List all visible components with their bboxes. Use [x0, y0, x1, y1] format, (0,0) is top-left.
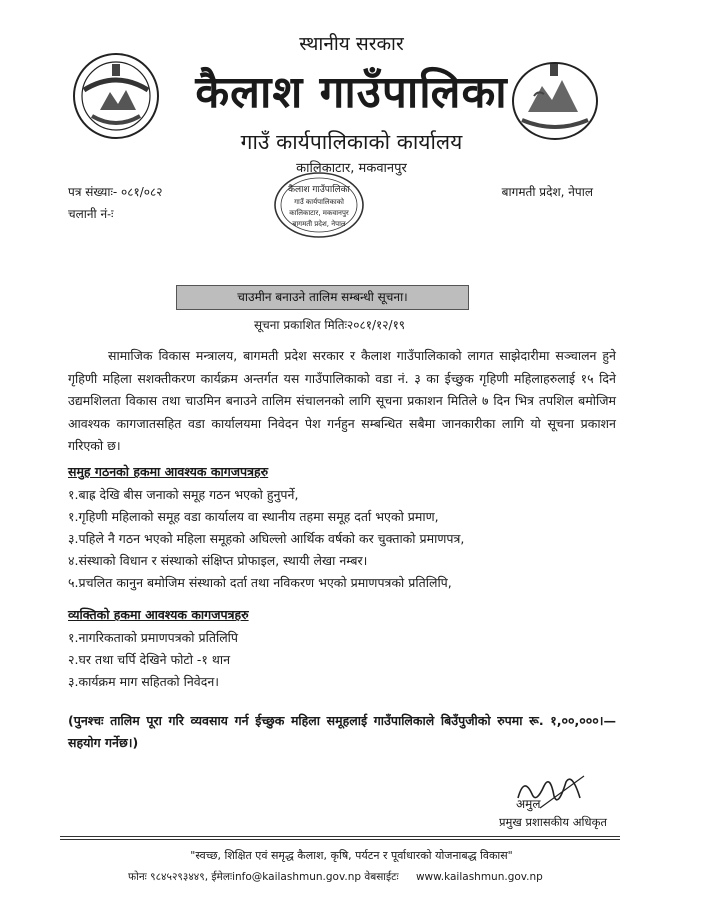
stamp-line-4: बागमती प्रदेश, नेपाल	[292, 220, 346, 228]
list-item: १.बाह्र देखि बीस जनाको समूह गठन भएको हुनुपर्ने,	[68, 487, 299, 502]
website-address: www.kailashmun.gov.np	[415, 871, 543, 883]
phone-label: फोनः	[128, 871, 147, 883]
list-item: २.घर तथा चर्पि देखिने फोटो -१ थान	[68, 652, 231, 667]
notice-title: चाउमीन बनाउने तालिम सम्बन्धी सूचना।	[176, 285, 469, 310]
footer-contact	[128, 870, 543, 884]
province-country: बागमती प्रदेश, नेपाल	[501, 185, 593, 199]
postscript-note: (पुनश्चः तालिम पूरा गरि व्यवसाय गर्न ईच्छुक महिला समूहलाई गाउँपालिकाले बिउँपुजीको रुपमा रू. १,००,०००।— सहयोग गर्नेछ।)	[68, 713, 616, 750]
signatory-name: अमुल	[516, 797, 541, 811]
footer-slogan: "स्वच्छ, शिक्षित एवं समृद्ध कैलाश, कृषि, पर्यटन र पूर्वाधारको योजनाबद्ध विकास"	[190, 849, 513, 862]
letter-number: पत्र संख्याः- ०८१/०८२	[68, 185, 163, 199]
dispatch-number: चलानी नं-ः	[68, 207, 114, 221]
municipality-name: कैलाश गाउँपालिका	[195, 67, 508, 118]
notice-body-paragraph: सामाजिक विकास मन्त्रालय, बागमती प्रदेश सरकार र कैलाश गाउँपालिकाको लागत साझेदारीमा सञ्चालन हुने गृहिणी महिला सशक्तीकरण कार्यक्रम अन्तर्गत यस गाउँपालिकाको वडा नं. ३ का ईच्छुक गृहिणी महिलाहरुलाई १५ दिने उद्यमशिलता विकास तथा चाउमिन बनाउने तालिम संचालनको लागि सूचना प्रकाशन मितिले ७ दिन भित्र तपशिल बमोजिम आवश्यक कागजातसहित वडा कार्यालयमा निवेदन पेश गर्नहुन सम्बन्धित सबैमा जानकारीका लागि यो सूचना प्रकाशन गरिएको छ।	[68, 348, 616, 454]
stamp-line-2: गाउँ कार्यपालिकाको	[294, 198, 344, 206]
group-section-heading: समुह गठनको हकमा आवश्यक कागजपत्रहरु	[68, 464, 269, 479]
email-address: info@kailashmun.gov.np	[232, 871, 362, 883]
list-item: ४.संस्थाको विधान र संस्थाको संक्षिप्त प्रोफाइल, स्थायी लेखा नम्बर।	[68, 553, 368, 568]
office-address: कालिकाटार, मकवानपुर	[296, 161, 407, 176]
list-item: ३.पहिले नै गठन भएको महिला समूहको अघिल्लो आर्थिक वर्षको कर चुक्ताको प्रमाणपत्र,	[68, 531, 465, 546]
list-item: ५.प्रचलित कानुन बमोजिम संस्थाको दर्ता तथा नविकरण भएको प्रमाणपत्रको प्रतिलिपि,	[68, 575, 452, 590]
stamp-line-3: कालिकाटार, मकवानपुर	[289, 209, 349, 217]
signatory-designation: प्रमुख प्रशासकीय अधिकृत	[499, 815, 607, 829]
email-label: ईमेलः	[211, 871, 233, 883]
individual-section-heading: व्यक्तिको हकमा आवश्यक कागजपत्रहरु	[68, 607, 249, 622]
individual-documents-list	[68, 627, 238, 693]
list-item: १.गृहिणी महिलाको समूह वडा कार्यालय वा स्थानीय तहमा समूह दर्ता भएको प्रमाण,	[68, 509, 439, 524]
group-documents-list	[68, 484, 464, 594]
list-item: ३.कार्यक्रम माग सहितको निवेदन।	[68, 674, 220, 689]
website-label: वेबसाईटः	[364, 871, 399, 883]
notice-published-date: सूचना प्रकाशित मितिः२०८१/१२/१९	[254, 318, 406, 332]
stamp-line-1: कैलाश गाउँपालिका	[288, 185, 350, 195]
phone-number: ९८४५२९३४४९,	[150, 871, 209, 883]
footer-divider	[60, 836, 620, 837]
official-stamp	[272, 170, 367, 240]
government-level: स्थानीय सरकार	[299, 33, 404, 55]
office-name: गाउँ कार्यपालिकाको कार्यालय	[240, 130, 463, 154]
footer-divider	[60, 839, 620, 840]
list-item: १.नागरिकताको प्रमाणपत्रको प्रतिलिपि	[68, 630, 239, 645]
